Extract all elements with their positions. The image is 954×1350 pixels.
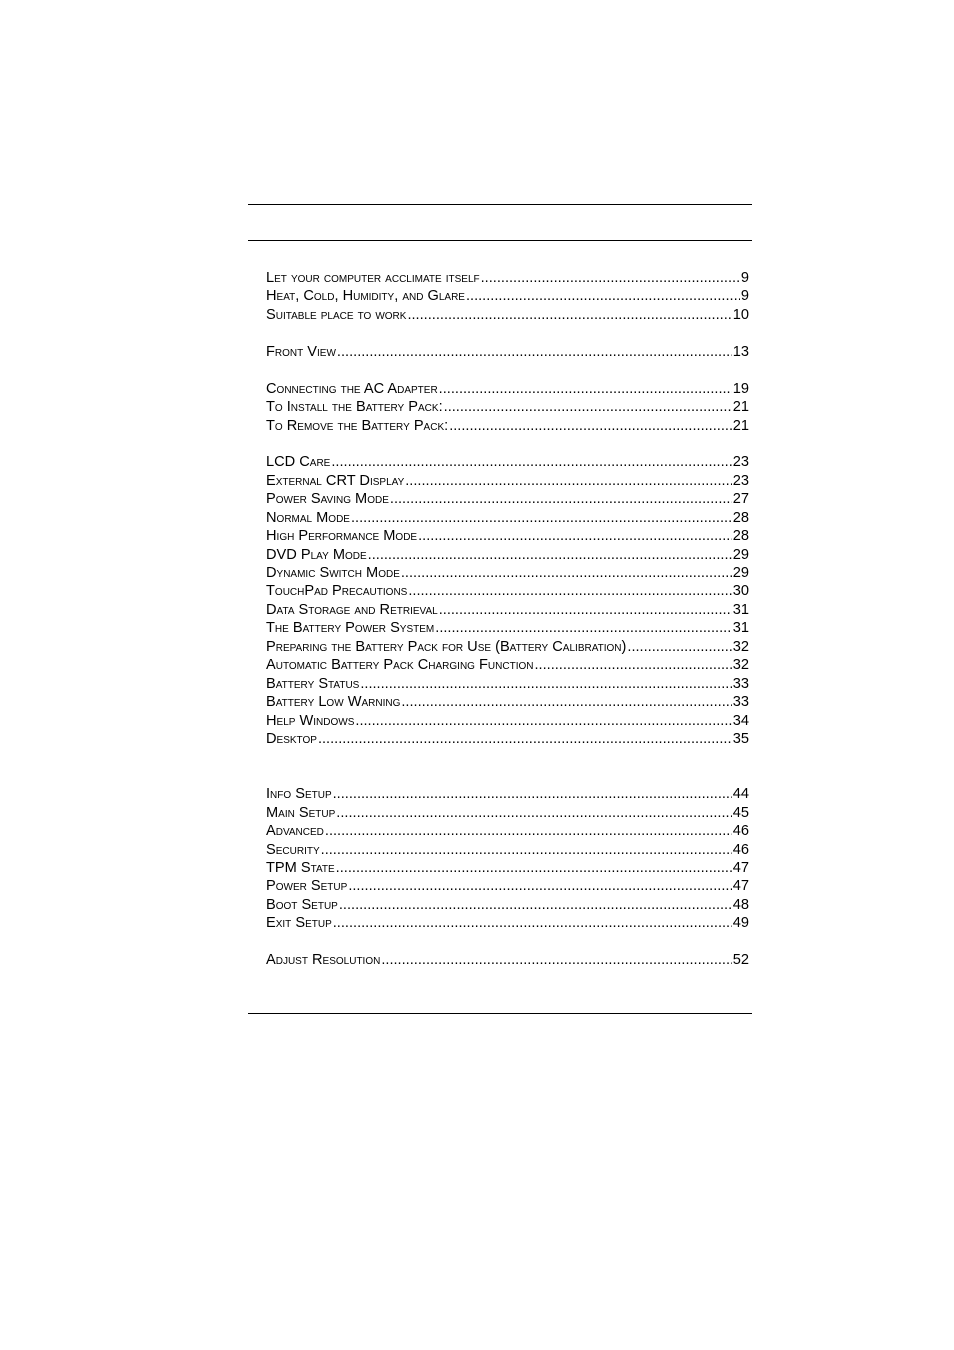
dot-leader <box>439 380 732 398</box>
dot-leader <box>534 656 731 674</box>
dot-leader <box>435 619 732 637</box>
dot-leader <box>368 546 732 564</box>
toc-entry[interactable] <box>266 509 749 527</box>
toc-entry-page: 28 <box>732 509 749 526</box>
toc-entry[interactable] <box>266 601 749 619</box>
toc-entry-page: 31 <box>732 620 749 637</box>
group-spacer <box>266 748 749 785</box>
toc-entry[interactable] <box>266 638 749 656</box>
group-spacer <box>266 324 749 342</box>
dot-leader <box>466 287 740 305</box>
dot-leader <box>333 785 732 803</box>
toc-entry-page: 48 <box>732 896 749 913</box>
toc-entry-page: 49 <box>732 915 749 932</box>
dot-leader <box>339 896 732 914</box>
toc-entry[interactable] <box>266 472 749 490</box>
dot-leader <box>390 490 732 508</box>
dot-leader <box>337 343 732 361</box>
toc-entry-page: 21 <box>732 399 749 416</box>
toc-entry-page: 21 <box>732 417 749 434</box>
toc-entry[interactable] <box>266 417 749 435</box>
toc-entry-title: Power Saving Mode <box>266 491 389 508</box>
toc-entry-title: Front View <box>266 343 336 360</box>
dot-leader <box>439 601 732 619</box>
toc-entry[interactable] <box>266 877 749 895</box>
toc-entry-page: 23 <box>732 454 749 471</box>
group-spacer <box>266 361 749 379</box>
toc-group <box>266 380 749 435</box>
header-rule-bottom <box>248 240 752 241</box>
toc-entry-page: 45 <box>732 804 749 821</box>
toc-entry-title: Boot Setup <box>266 896 338 913</box>
toc-entry-page: 31 <box>732 601 749 618</box>
toc-entry-page: 47 <box>732 860 749 877</box>
toc-entry-page: 30 <box>732 583 749 600</box>
toc-entry-page: 46 <box>732 823 749 840</box>
toc-entry-page: 9 <box>740 270 749 286</box>
toc-group <box>266 785 749 933</box>
dot-leader <box>333 914 732 932</box>
toc-entry-page: 47 <box>732 878 749 895</box>
toc-entry[interactable] <box>266 453 749 471</box>
dot-leader <box>449 417 732 435</box>
toc-entry-title: Advanced <box>266 823 324 840</box>
toc-entry[interactable] <box>266 546 749 564</box>
toc-entry-title: Connecting the AC Adapter <box>266 380 438 397</box>
dot-leader <box>418 527 732 545</box>
toc-entry-title: TPM State <box>266 860 335 877</box>
toc-entry[interactable] <box>266 822 749 840</box>
toc-entry-title: TouchPad Precautions <box>266 583 408 600</box>
group-spacer <box>266 933 749 951</box>
toc-entry[interactable] <box>266 527 749 545</box>
header-rule-top <box>248 204 752 205</box>
toc-entry[interactable] <box>266 896 749 914</box>
dot-leader <box>336 859 732 877</box>
toc-entry-title: Security <box>266 841 320 858</box>
toc-group <box>266 269 749 324</box>
toc-entry[interactable] <box>266 914 749 932</box>
dot-leader <box>348 877 731 895</box>
toc-entry-page: 9 <box>740 288 749 305</box>
toc-entry[interactable] <box>266 712 749 730</box>
dot-leader <box>627 638 731 656</box>
dot-leader <box>407 306 731 324</box>
toc-entry-page: 29 <box>732 565 749 581</box>
toc-entry-title: To Install the Battery Pack: <box>266 399 443 416</box>
toc-entry[interactable] <box>266 306 749 324</box>
toc-entry-page: 35 <box>732 730 749 747</box>
toc-entry-page: 28 <box>732 528 749 545</box>
toc-entry[interactable] <box>266 380 749 398</box>
dot-leader <box>331 453 731 471</box>
toc-entry[interactable] <box>266 287 749 305</box>
toc-entry-title: To Remove the Battery Pack: <box>266 417 449 434</box>
dot-leader <box>481 269 740 287</box>
toc-entry-title: LCD Care <box>266 454 331 471</box>
toc-entry[interactable] <box>266 804 749 822</box>
toc-entry-title: Preparing the Battery Pack for Use (Battery Calibration) <box>266 638 627 655</box>
toc-entry-page: 44 <box>732 786 749 803</box>
dot-leader <box>381 951 731 969</box>
footer-rule <box>248 1013 752 1014</box>
toc-entry[interactable] <box>266 619 749 637</box>
toc-entry-title: Main Setup <box>266 804 336 821</box>
toc-entry-title: Info Setup <box>266 786 332 803</box>
dot-leader <box>408 582 731 600</box>
dot-leader <box>355 712 731 730</box>
toc-entry-page: 33 <box>732 694 749 711</box>
toc-entry-title: Desktop <box>266 730 317 747</box>
toc-entry[interactable] <box>266 841 749 859</box>
toc-entry[interactable] <box>266 951 749 969</box>
toc-entry[interactable] <box>266 675 749 693</box>
toc-entry-page: 34 <box>732 712 749 729</box>
toc-entry-page: 27 <box>732 491 749 508</box>
toc-entry-page: 19 <box>732 380 749 397</box>
toc-entry-title: Battery Status <box>266 675 360 692</box>
toc-entry[interactable] <box>266 269 749 287</box>
toc-entry-page: 32 <box>732 657 749 674</box>
dot-leader <box>321 841 732 859</box>
toc-entry-title: Dynamic Switch Mode <box>266 565 400 581</box>
dot-leader <box>405 472 732 490</box>
toc-entry-title: DVD Play Mode <box>266 546 367 563</box>
dot-leader <box>401 693 731 711</box>
toc-entry[interactable] <box>266 343 749 361</box>
toc-entry-page: 10 <box>732 306 749 323</box>
toc-entry-page: 52 <box>732 952 749 969</box>
toc-entry-page: 46 <box>732 841 749 858</box>
toc-entry-title: The Battery Power System <box>266 620 435 637</box>
toc-entry-page: 33 <box>732 675 749 692</box>
table-of-contents <box>266 269 749 970</box>
toc-entry-title: Heat, Cold, Humidity, and Glare <box>266 288 465 305</box>
toc-entry[interactable] <box>266 490 749 508</box>
toc-entry-title: Automatic Battery Pack Charging Function <box>266 657 534 674</box>
toc-entry[interactable] <box>266 564 749 582</box>
toc-entry-title: Adjust Resolution <box>266 952 381 969</box>
toc-entry-title: External CRT Display <box>266 472 405 489</box>
toc-entry-page: 13 <box>732 343 749 360</box>
toc-entry[interactable] <box>266 693 749 711</box>
toc-group <box>266 343 749 361</box>
toc-entry-title: Exit Setup <box>266 915 332 932</box>
toc-entry-title: Battery Low Warning <box>266 694 401 711</box>
dot-leader <box>401 564 732 582</box>
toc-entry-page: 23 <box>732 472 749 489</box>
toc-entry-title: Normal Mode <box>266 509 350 526</box>
toc-entry[interactable] <box>266 398 749 416</box>
toc-entry[interactable] <box>266 785 749 803</box>
toc-entry-title: Power Setup <box>266 878 348 895</box>
toc-entry[interactable] <box>266 656 749 674</box>
toc-entry-title: Suitable place to work <box>266 306 407 323</box>
dot-leader <box>336 804 731 822</box>
toc-entry-page: 32 <box>732 638 749 655</box>
dot-leader <box>444 398 732 416</box>
toc-entry[interactable] <box>266 730 749 748</box>
toc-group <box>266 951 749 969</box>
toc-entry[interactable] <box>266 582 749 600</box>
dot-leader <box>318 730 732 748</box>
toc-entry-page: 29 <box>732 546 749 563</box>
toc-entry-title: Help Windows <box>266 712 355 729</box>
toc-entry[interactable] <box>266 859 749 877</box>
toc-group <box>266 453 749 748</box>
dot-leader <box>360 675 731 693</box>
toc-entry-title: Let your computer acclimate itself <box>266 270 480 286</box>
dot-leader <box>351 509 732 527</box>
group-spacer <box>266 435 749 453</box>
toc-entry-title: High Performance Mode <box>266 528 418 545</box>
toc-entry-title: Data Storage and Retrieval <box>266 601 438 618</box>
dot-leader <box>325 822 732 840</box>
